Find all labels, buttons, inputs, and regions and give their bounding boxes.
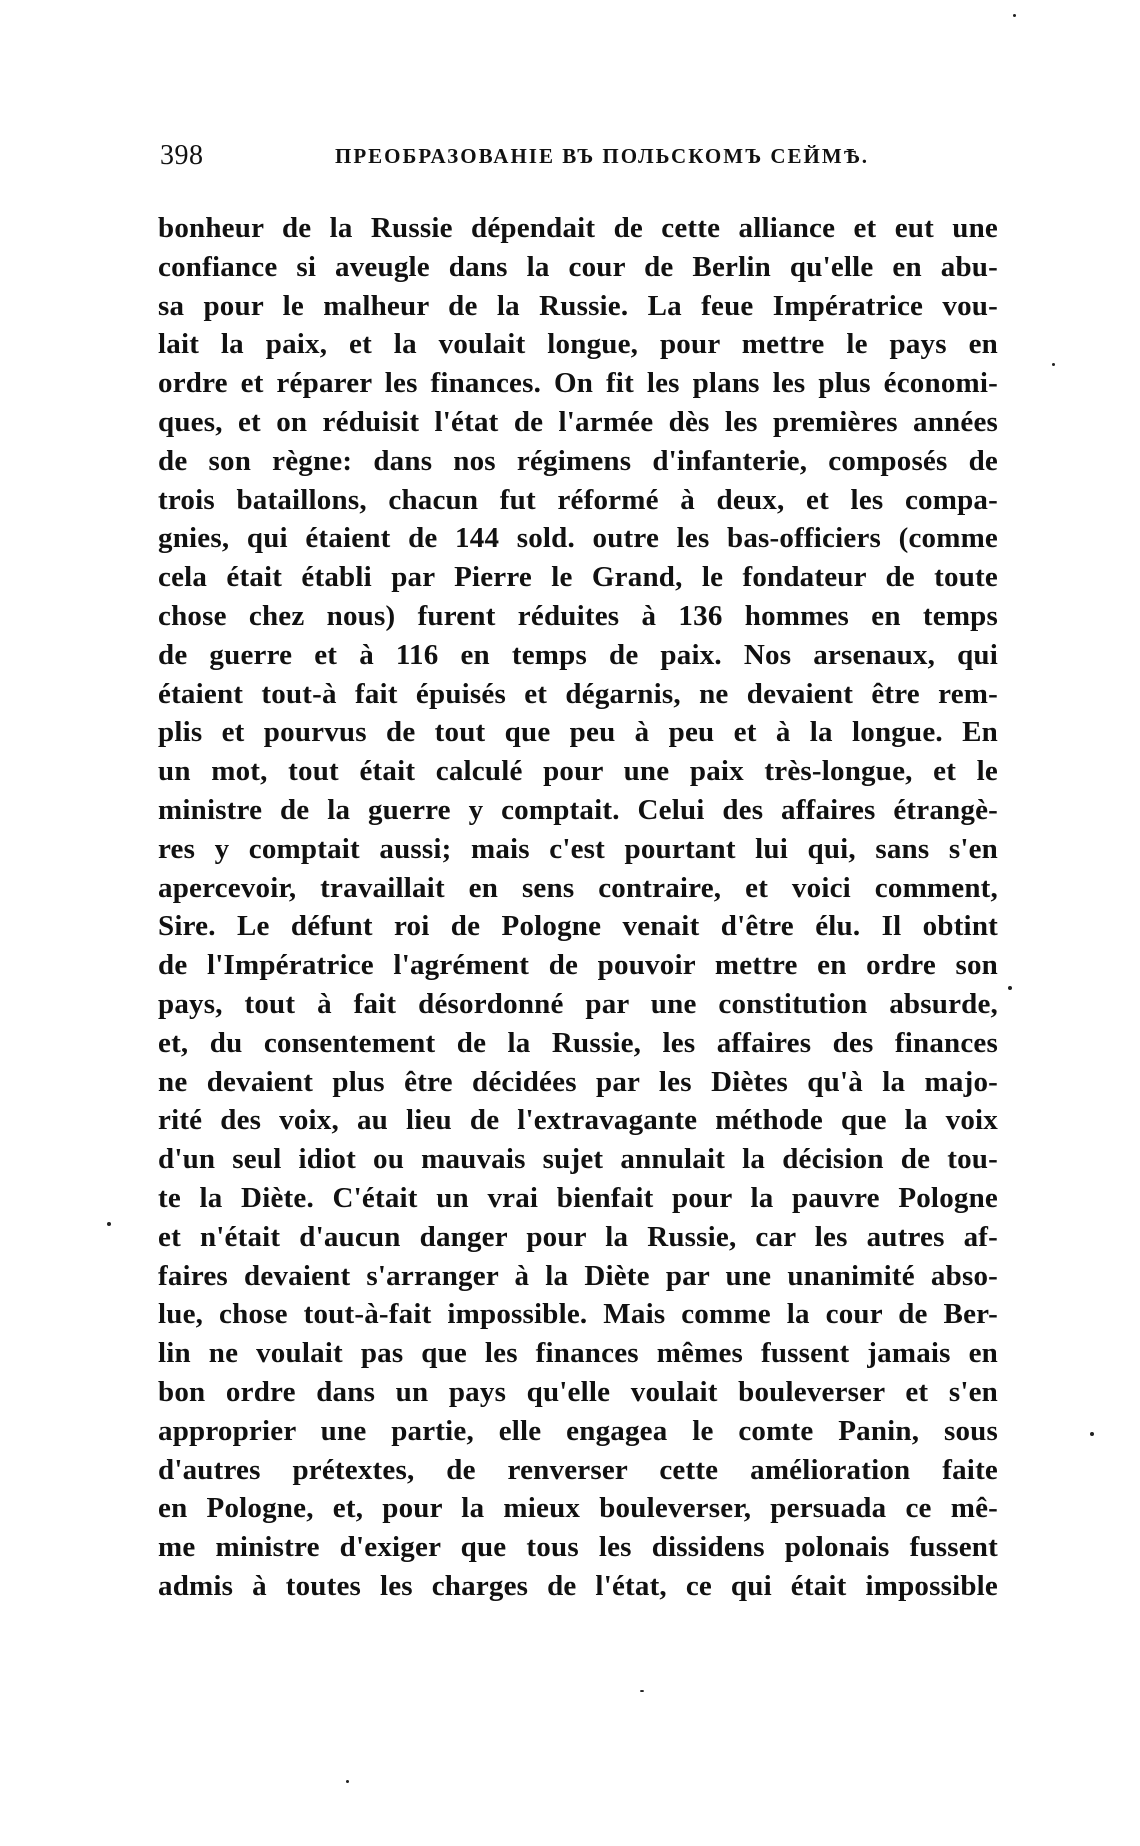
text-line: lue, chose tout-à-fait impossible. Mais comme la cour de Ber- (158, 1298, 998, 1331)
text-line: et n'était d'aucun danger pour la Russie, car les autres af- (158, 1220, 998, 1253)
scan-speck (107, 1222, 111, 1226)
scan-speck (1013, 14, 1016, 17)
body-text (158, 209, 998, 1606)
text-line: apercevoir, travaillait en sens contraire, et voici comment, (158, 871, 998, 904)
text-line: me ministre d'exiger que tous les dissidens polonais fussent (158, 1531, 998, 1564)
text-line: bon ordre dans un pays qu'elle voulait bouleverser et s'en (158, 1375, 998, 1408)
text-line: te la Diète. C'était un vrai bienfait pour la pauvre Pologne (158, 1181, 998, 1214)
text-line: d'autres prétextes, de renverser cette amélioration faite (158, 1453, 998, 1486)
text-line: gnies, qui étaient de 144 sold. outre les bas-officiers (comme (158, 522, 998, 555)
text-line: de son règne: dans nos régimens d'infanterie, composés de (158, 444, 998, 477)
running-head (160, 140, 1000, 180)
text-line: étaient tout-à fait épuisés et dégarnis, ne devaient être rem- (158, 677, 998, 710)
text-line: approprier une partie, elle engagea le comte Panin, sous (158, 1414, 998, 1447)
text-line: d'un seul idiot ou mauvais sujet annulait la décision de tou- (158, 1143, 998, 1176)
text-line: bonheur de la Russie dépendait de cette alliance et eut une (158, 212, 998, 244)
scan-speck (1090, 1432, 1094, 1436)
text-line: plis et pourvus de tout que peu à peu et à la longue. En (158, 716, 998, 749)
text-line: ques, et on réduisit l'état de l'armée dès les premières années (158, 405, 998, 438)
text-line: res y comptait aussi; mais c'est pourtant lui qui, sans s'en (158, 832, 998, 865)
text-line: pays, tout à fait désordonné par une constitution absurde, (158, 987, 998, 1020)
text-line: trois bataillons, chacun fut réformé à deux, et les compa- (158, 483, 998, 516)
scan-speck (1008, 986, 1012, 990)
text-line: confiance si aveugle dans la cour de Berlin qu'elle en abu- (158, 250, 998, 283)
page-number: 398 (160, 140, 204, 171)
text-line: ne devaient plus être décidées par les Diètes qu'à la majo- (158, 1065, 998, 1098)
text-line: admis à toutes les charges de l'état, ce qui était impossible (158, 1569, 998, 1602)
text-line: en Pologne, et, pour la mieux bouleverser, persuada ce mê- (158, 1492, 998, 1525)
text-line: Sire. Le défunt roi de Pologne venait d'être élu. Il obtint (158, 910, 998, 943)
text-line: un mot, tout était calculé pour une paix très-longue, et le (158, 755, 998, 788)
text-line: ministre de la guerre y comptait. Celui des affaires étrangè- (158, 793, 998, 826)
text-line: lait la paix, et la voulait longue, pour mettre le pays en (158, 328, 998, 361)
text-line: sa pour le malheur de la Russie. La feue Impératrice vou- (158, 289, 998, 322)
text-line: de l'Impératrice l'agrément de pouvoir mettre en ordre son (158, 949, 998, 982)
scan-speck (346, 1780, 349, 1783)
text-line: ordre et réparer les finances. On fit les plans les plus économi- (158, 367, 998, 400)
running-title: ПРЕОБРАЗОВАНIЕ ВЪ ПОЛЬСКОМЪ СЕЙМѢ. (335, 144, 869, 168)
text-line: et, du consentement de la Russie, les affaires des finances (158, 1026, 998, 1059)
text-line: faires devaient s'arranger à la Diète par une unanimité abso- (158, 1259, 998, 1292)
text-line: rité des voix, au lieu de l'extravagante méthode que la voix (158, 1104, 998, 1137)
text-line: lin ne voulait pas que les finances mêmes fussent jamais en (158, 1337, 998, 1370)
text-line: de guerre et à 116 en temps de paix. Nos arsenaux, qui (158, 638, 998, 671)
scan-speck (1052, 363, 1055, 366)
text-line: cela était établi par Pierre le Grand, le fondateur de toute (158, 561, 998, 594)
text-line: chose chez nous) furent réduites à 136 hommes en temps (158, 599, 998, 632)
scan-speck (640, 1690, 644, 1692)
